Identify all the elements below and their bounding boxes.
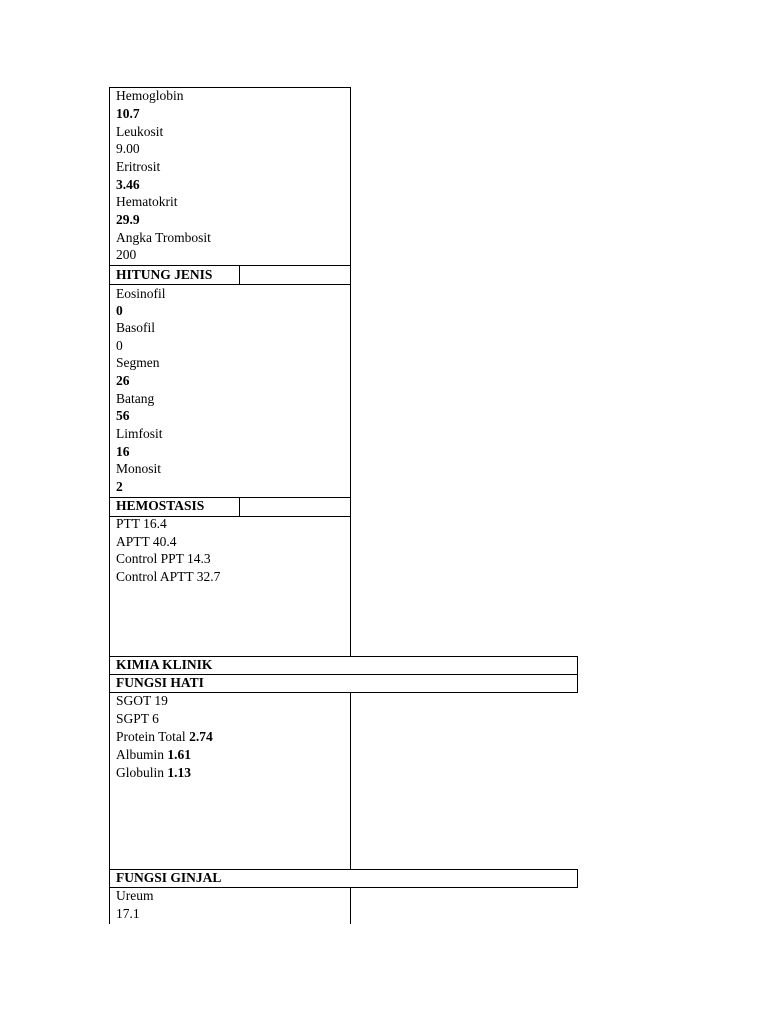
- fungsi-ginjal-header: FUNGSI GINJAL: [116, 870, 222, 885]
- monosit-label: Monosit: [116, 461, 162, 476]
- fungsi-hati-header: FUNGSI HATI: [116, 675, 204, 690]
- basofil-value: 0: [116, 338, 123, 353]
- eosinofil-value: 0: [116, 303, 123, 318]
- sgot-value: 19: [154, 693, 168, 708]
- aptt-line: APTT 40.4: [116, 534, 177, 549]
- control-ppt-line: Control PPT 14.3: [116, 551, 211, 566]
- hemoglobin-value: 10.7: [116, 106, 140, 121]
- leukosit-value: 9.00: [116, 141, 140, 156]
- segmen-value: 26: [116, 373, 130, 388]
- border-h-887: [109, 887, 578, 888]
- protein-total-value: 2.74: [189, 729, 213, 744]
- border-right-narrow-1: [350, 87, 351, 657]
- kimia-klinik-header: KIMIA KLINIK: [116, 657, 213, 672]
- albumin-line: [116, 746, 191, 763]
- monosit-value: 2: [116, 479, 123, 494]
- border-right-wide-2: [577, 869, 578, 888]
- limfosit-label: Limfosit: [116, 426, 163, 441]
- albumin-label: Albumin: [116, 747, 165, 762]
- globulin-line: [116, 764, 191, 781]
- protein-total-line: [116, 728, 213, 745]
- sgpt-value: 6: [152, 711, 159, 726]
- control-aptt-line: Control APTT 32.7: [116, 569, 221, 584]
- ptt-line: PTT 16.4: [116, 516, 167, 531]
- border-h-692: [109, 692, 578, 693]
- ureum-value: 17.1: [116, 906, 140, 921]
- eritrosit-value: 3.46: [116, 177, 140, 192]
- ureum-label: Ureum: [116, 888, 154, 903]
- hemostasis-header: HEMOSTASIS: [116, 498, 205, 513]
- border-right-narrow-2: [350, 692, 351, 869]
- hematokrit-value: 29.9: [116, 212, 140, 227]
- border-right-wide-1: [577, 656, 578, 693]
- sgpt-line: [116, 710, 159, 727]
- hitung-jenis-header: HITUNG JENIS: [116, 267, 213, 282]
- basofil-label: Basofil: [116, 320, 155, 335]
- eritrosit-label: Eritrosit: [116, 159, 161, 174]
- hemoglobin-label: Hemoglobin: [116, 88, 184, 103]
- globulin-label: Globulin: [116, 765, 165, 780]
- trombosit-value: 200: [116, 247, 137, 262]
- batang-label: Batang: [116, 391, 155, 406]
- albumin-value: 1.61: [167, 747, 192, 762]
- batang-value: 56: [116, 408, 130, 423]
- protein-total-label: Protein Total: [116, 729, 186, 744]
- border-v-hemo: [239, 497, 240, 517]
- limfosit-value: 16: [116, 444, 130, 459]
- sgpt-label: SGPT: [116, 711, 149, 726]
- border-v-hitung: [239, 265, 240, 285]
- sgot-line: [116, 692, 168, 709]
- globulin-value: 1.13: [167, 765, 192, 780]
- sgot-label: SGOT: [116, 693, 152, 708]
- leukosit-label: Leukosit: [116, 124, 164, 139]
- eosinofil-label: Eosinofil: [116, 286, 166, 301]
- trombosit-label: Angka Trombosit: [116, 230, 211, 245]
- border-left: [109, 87, 110, 924]
- segmen-label: Segmen: [116, 355, 160, 370]
- hematokrit-label: Hematokrit: [116, 194, 178, 209]
- border-right-narrow-3: [350, 887, 351, 924]
